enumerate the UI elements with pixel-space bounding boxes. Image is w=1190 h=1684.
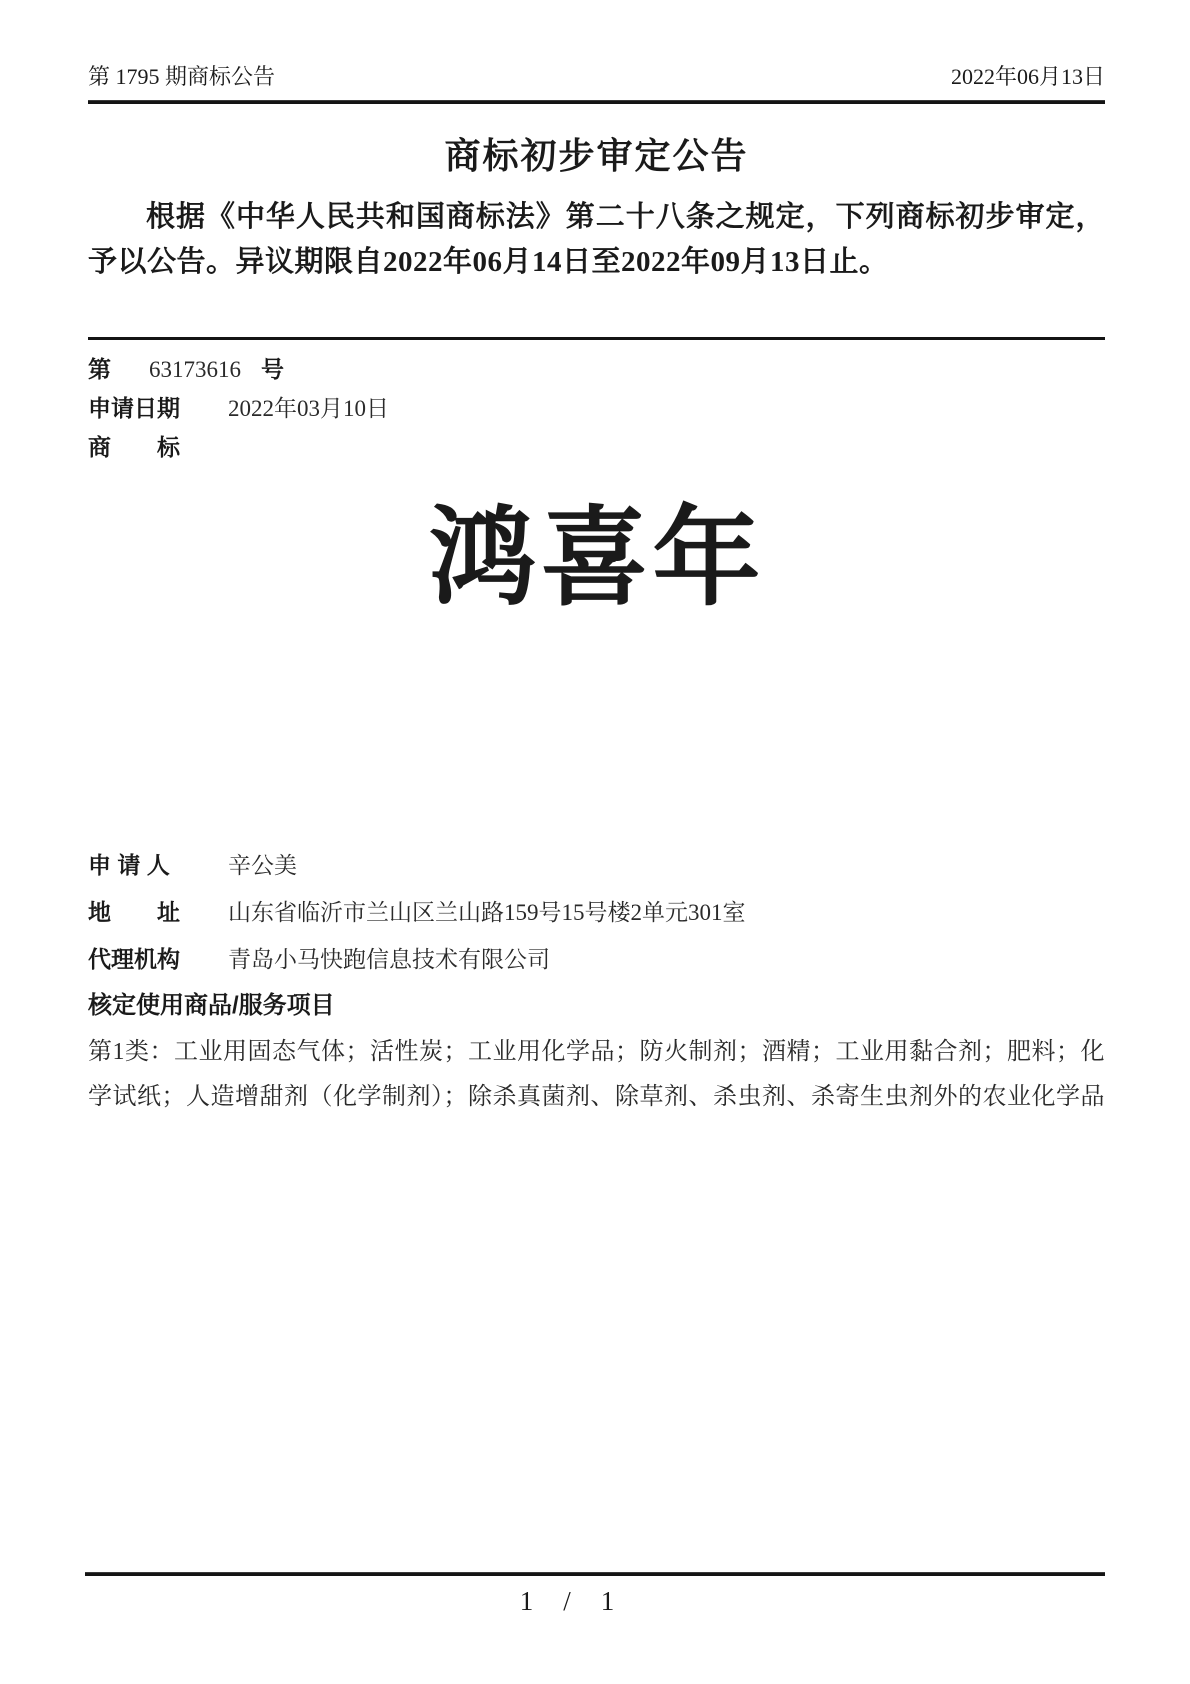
- trademark-label-row: [88, 432, 1105, 462]
- page-number: [57, 1584, 1077, 1618]
- header-rule: [88, 100, 1105, 104]
- goods-text: 第1类：工业用固态气体；活性炭；工业用化学品；防火制剂；酒精；工业用黏合剂；肥料；化学试纸；人造增甜剂（化学制剂）；除杀真菌剂、除草剂、杀虫剂、杀寄生虫剂外的农业化学品: [88, 1039, 1105, 1110]
- gazette-issue-label: 第 1795 期商标公告: [88, 64, 276, 89]
- footer-rule: [85, 1572, 1105, 1576]
- page-header: [88, 62, 1105, 92]
- intro-paragraph: 根据《中华人民共和国商标法》第二十八条之规定，下列商标初步审定，予以公告。异议期限自2022年06月14日至2022年09月13日止。: [88, 201, 1105, 278]
- trademark-text: 鸿喜年: [428, 500, 765, 619]
- applicant-label: 申 请 人: [88, 852, 170, 878]
- gazette-date: 2022年06月13日: [950, 64, 1105, 89]
- page-number-total: 1: [600, 1586, 615, 1616]
- address-label: 地 址: [88, 899, 180, 925]
- address-row: [88, 897, 1105, 928]
- number-suffix-label: 号: [261, 356, 284, 382]
- agency-name: 青岛小马快跑信息技术有限公司: [228, 947, 550, 972]
- registration-number-row: [88, 354, 1105, 385]
- goods-heading: 核定使用商品/服务项目: [88, 992, 335, 1019]
- agency-row: [88, 944, 1105, 975]
- application-date-row: [88, 393, 1105, 424]
- application-date-label: 申请日期: [88, 395, 180, 421]
- number-prefix-label: 第: [88, 356, 111, 382]
- page-number-separator: /: [563, 1586, 571, 1616]
- applicant-block: [88, 850, 1105, 1120]
- record-top-rule: [88, 337, 1105, 340]
- application-date-value: 2022年03月10日: [228, 396, 389, 421]
- trademark-label: 商 标: [88, 434, 180, 460]
- page-number-current: 1: [519, 1586, 534, 1616]
- agency-label: 代理机构: [88, 946, 180, 972]
- applicant-row: [88, 850, 1105, 881]
- applicant-name: 辛公美: [228, 853, 297, 878]
- registration-number: 63173616: [149, 357, 241, 382]
- page-title: 商标初步审定公告: [444, 136, 749, 176]
- page-footer: [85, 1572, 1105, 1618]
- address-value: 山东省临沂市兰山区兰山路159号15号楼2单元301室: [228, 900, 746, 925]
